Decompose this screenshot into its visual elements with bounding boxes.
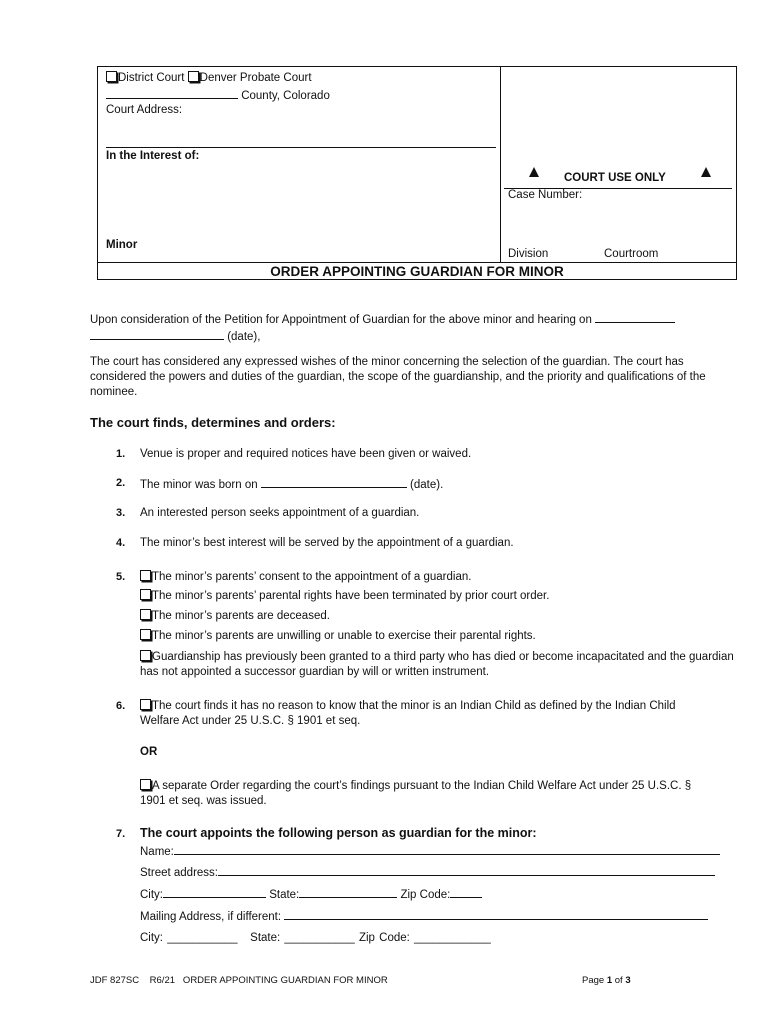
denver-probate-label: Denver Probate Court [199, 72, 312, 84]
guardian-street-row [140, 864, 715, 881]
form-title: ORDER APPOINTING GUARDIAN FOR MINOR [270, 264, 564, 279]
option-label: The minor’s parents are unwilling or unable to exercise their parental rights. [152, 630, 536, 642]
parents-unwilling-checkbox[interactable] [140, 629, 151, 640]
state-label: State: [269, 889, 300, 901]
mailing-address-field[interactable] [284, 908, 708, 920]
option-label: Guardianship has previously been granted to a third party who has died or become incapacitated and the guardian has not appointed a successor guardian by will or written instrument. [140, 651, 734, 678]
item-number: 3. [116, 507, 126, 519]
mailing-city-row [140, 931, 491, 946]
name-label: Name: [140, 846, 174, 858]
option-label: The minor’s parents are deceased. [152, 610, 330, 622]
finding-item-6 [116, 699, 736, 809]
intro-p1-start: Upon consideration of the Petition for Appointment of Guardian for the above minor and hearing on [90, 314, 592, 326]
city-label: City: [140, 889, 163, 901]
option-row [140, 650, 740, 680]
birth-date-suffix: (date). [410, 479, 444, 491]
item-text: Venue is proper and required notices have been given or waived. [140, 448, 472, 460]
prior-guardian-checkbox[interactable] [140, 650, 151, 661]
item-text: The court appoints the following person as guardian for the minor: [140, 826, 537, 840]
finding-item-5 [116, 570, 736, 682]
intro-paragraph-1 [90, 311, 730, 345]
item-number: 5. [116, 571, 126, 583]
mailing-state-label: State: ___________ [250, 932, 355, 944]
district-court-label: District Court [118, 72, 185, 84]
county-blank[interactable] [106, 87, 238, 99]
courtroom-label: Courtroom [604, 248, 659, 260]
birth-date-blank[interactable] [261, 476, 407, 488]
rights-terminated-checkbox[interactable] [140, 589, 151, 600]
mailing-address-row [140, 908, 708, 925]
guardian-name-row [140, 843, 720, 860]
intro-paragraph-2: The court has considered any expressed wishes of the minor concerning the selection of the guardian. The court has considered the powers and duties of the guardian, the scope of the guardianship, and the priority and qualifications of the nominee. [90, 356, 706, 398]
up-arrow-icon [701, 167, 711, 177]
page-total: 3 [625, 975, 631, 986]
option-row [140, 589, 730, 604]
up-arrow-icon [529, 167, 539, 177]
parents-deceased-checkbox[interactable] [140, 609, 151, 620]
guardian-zip-field[interactable] [450, 886, 482, 898]
caption-vertical-divider [500, 67, 501, 262]
denver-probate-checkbox[interactable] [188, 71, 199, 82]
court-use-only-label: COURT USE ONLY [564, 172, 666, 184]
county-suffix: County, Colorado [241, 90, 330, 102]
district-court-checkbox[interactable] [106, 71, 117, 82]
parents-consent-checkbox[interactable] [140, 570, 151, 581]
page-of: of [614, 975, 623, 986]
option-row [140, 629, 730, 644]
birth-date-label: The minor was born on [140, 479, 258, 491]
page-number [582, 975, 631, 987]
item-number: 7. [116, 828, 126, 840]
guardian-city-row [140, 886, 482, 903]
item-number: 4. [116, 537, 126, 549]
item-text: An interested person seeks appointment of a guardian. [140, 507, 420, 519]
county-row [106, 87, 330, 104]
caption-box [97, 66, 737, 280]
findings-heading: The court finds, determines and orders: [90, 415, 336, 430]
guardian-city-field[interactable] [163, 886, 266, 898]
intro-p1-end: (date), [227, 331, 261, 343]
division-label: Division [508, 248, 549, 260]
hearing-date-blank[interactable] [595, 311, 675, 323]
case-number-label: Case Number: [508, 189, 583, 201]
item-text [140, 476, 730, 493]
guardian-street-field[interactable] [218, 864, 715, 876]
option-row [140, 570, 730, 585]
option-label: A separate Order regarding the court’s findings pursuant to the Indian Child Welfare Act under 25 U.S.C. § 1901 et seq. was issued. [140, 780, 692, 807]
court-selection [106, 71, 312, 86]
separate-order-checkbox[interactable] [140, 779, 151, 790]
page-current: 1 [606, 975, 613, 986]
item-text: The minor’s best interest will be served by the appointment of a guardian. [140, 537, 514, 549]
page-prefix: Page [582, 975, 605, 986]
court-address-label: Court Address: [106, 104, 183, 116]
in-interest-label: In the Interest of: [106, 150, 200, 162]
zip-label: Zip Code: [400, 889, 451, 901]
no-indian-child-checkbox[interactable] [140, 699, 151, 710]
guardian-name-field[interactable] [174, 843, 720, 855]
or-label: OR [140, 746, 158, 758]
option-row [140, 699, 710, 729]
mailing-zip-label: Zip Code: ____________ [358, 932, 491, 944]
caption-left-divider [106, 147, 496, 148]
option-row [140, 609, 730, 624]
option-label: The minor’s parents’ consent to the appointment of a guardian. [152, 571, 472, 583]
minor-label: Minor [106, 239, 138, 251]
mailing-city-label: City: ___________ [140, 932, 238, 944]
item-number: 6. [116, 700, 126, 712]
street-label: Street address: [140, 867, 218, 879]
option-label: The minor’s parents’ parental rights have been terminated by prior court order. [152, 590, 550, 602]
hearing-date-blank-2[interactable] [90, 328, 224, 340]
item-number: 1. [116, 448, 126, 460]
form-footer-id: JDF 827SC R6/21 ORDER APPOINTING GUARDIAN FOR MINOR [90, 975, 388, 986]
guardian-state-field[interactable] [299, 886, 397, 898]
item-number: 2. [116, 477, 126, 489]
option-row [140, 779, 710, 809]
mailing-label: Mailing Address, if different: [140, 911, 282, 923]
option-label: The court finds it has no reason to know that the minor is an Indian Child as defined by the Indian Child Welfare Act under 25 U.S.C. § 1901 et seq. [140, 700, 676, 727]
